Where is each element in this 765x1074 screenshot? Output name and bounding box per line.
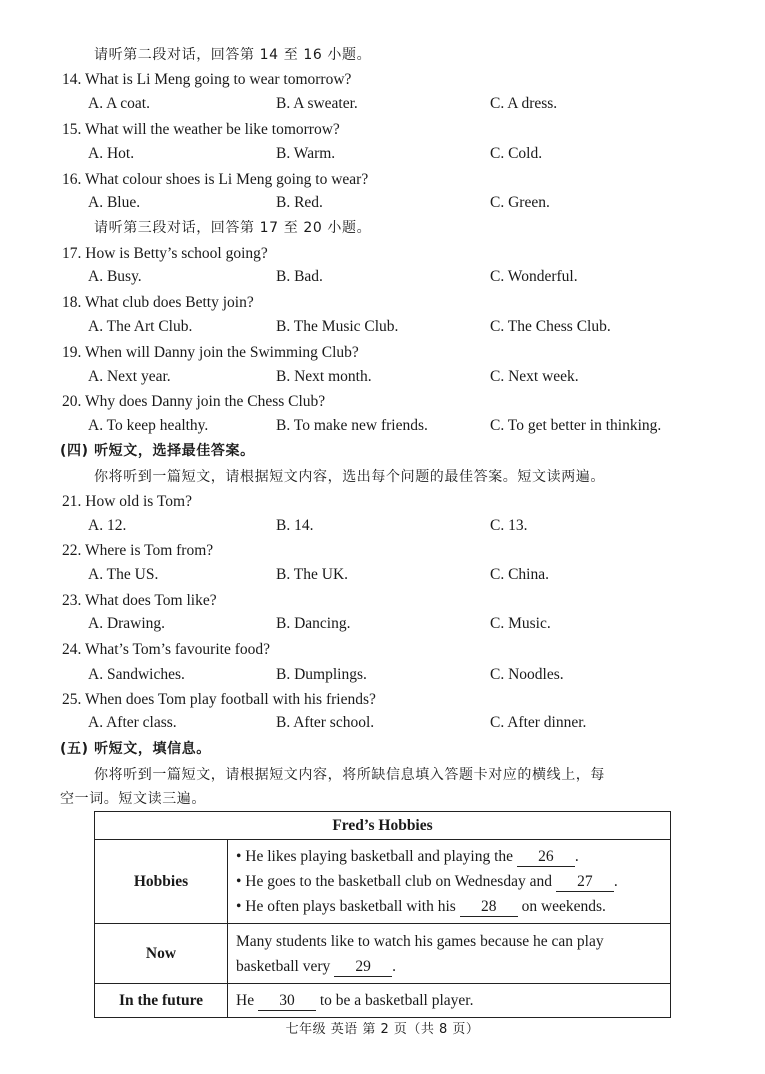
- option-19-a: A. Next year.: [88, 368, 171, 385]
- option-23-b: B. Dancing.: [276, 615, 351, 632]
- question-22: 22. Where is Tom from?: [62, 542, 214, 559]
- section4-heading: (四) 听短文，选择最佳答案。: [60, 443, 255, 459]
- option-22-b: B. The UK.: [276, 566, 349, 583]
- section5-heading: (五) 听短文，填信息。: [60, 741, 211, 757]
- option-20-b: B. To make new friends.: [276, 417, 428, 434]
- blank-29: 29: [334, 958, 392, 977]
- option-22-a: A. The US.: [88, 566, 159, 583]
- row-label-future: In the future: [95, 984, 228, 1018]
- blank-27: 27: [556, 873, 614, 892]
- option-17-b: B. Bad.: [276, 268, 323, 285]
- question-15: 15. What will the weather be like tomorrow?: [62, 121, 340, 138]
- question-20: 20. Why does Danny join the Chess Club?: [62, 393, 326, 410]
- question-17: 17. How is Betty’s school going?: [62, 245, 268, 262]
- option-16-b: B. Red.: [276, 194, 323, 211]
- blank-28: 28: [460, 898, 518, 917]
- option-24-a: A. Sandwiches.: [88, 666, 185, 683]
- option-19-c: C. Next week.: [490, 368, 579, 385]
- option-25-c: C. After dinner.: [490, 714, 587, 731]
- row-label-now: Now: [95, 924, 228, 984]
- blank-26: 26: [517, 848, 575, 867]
- option-22-c: C. China.: [490, 566, 549, 583]
- option-15-c: C. Cold.: [490, 145, 543, 162]
- option-24-c: C. Noodles.: [490, 666, 564, 683]
- option-21-a: A. 12.: [88, 517, 127, 534]
- option-21-b: B. 14.: [276, 517, 314, 534]
- now-line2-text: basketball very: [236, 957, 331, 975]
- freds-hobbies-table: [94, 811, 671, 1018]
- option-16-c: C. Green.: [490, 194, 550, 211]
- option-20-c: C. To get better in thinking.: [490, 417, 662, 434]
- option-17-a: A. Busy.: [88, 268, 142, 285]
- now-cell: [228, 924, 671, 984]
- option-25-a: A. After class.: [88, 714, 177, 731]
- hobbies-cell: [228, 840, 671, 924]
- table-title: Fred’s Hobbies: [95, 812, 671, 840]
- future-text-start: He: [236, 992, 255, 1009]
- row-label-hobbies: Hobbies: [95, 840, 228, 924]
- option-23-c: C. Music.: [490, 615, 551, 632]
- option-14-b: B. A sweater.: [276, 95, 358, 112]
- question-24: 24. What’s Tom’s favourite food?: [62, 641, 270, 658]
- option-20-a: A. To keep healthy.: [88, 417, 209, 434]
- now-line2-end: .: [392, 957, 397, 975]
- future-text-end: to be a basketball player.: [319, 992, 474, 1009]
- hobbies-line2-end: .: [613, 873, 618, 890]
- hobbies-line3-end: on weekends.: [521, 898, 606, 915]
- question-23: 23. What does Tom like?: [62, 592, 217, 609]
- option-23-a: A. Drawing.: [88, 615, 166, 632]
- option-14-c: C. A dress.: [490, 95, 558, 112]
- question-16: 16. What colour shoes is Li Meng going to wear?: [62, 171, 369, 188]
- blank-30: 30: [258, 992, 316, 1011]
- section4-instruction: 你将听到一篇短文，请根据短文内容，选出每个问题的最佳答案。短文读两遍。: [94, 469, 605, 485]
- option-21-c: C. 13.: [490, 517, 528, 534]
- option-14-a: A. A coat.: [88, 95, 150, 112]
- option-17-c: C. Wonderful.: [490, 268, 578, 285]
- part2-instruction: 请听第二段对话，回答第 14 至 16 小题。: [94, 47, 372, 63]
- page-footer: 七年级 英语 第 2 页（共 8 页）: [285, 1022, 480, 1037]
- now-line1: Many students like to watch his games because he can play: [236, 932, 604, 950]
- hobbies-line2-text: • He goes to the basketball club on Wednesday and: [236, 873, 552, 890]
- question-14: 14. What is Li Meng going to wear tomorrow?: [62, 71, 352, 88]
- option-16-a: A. Blue.: [88, 194, 141, 211]
- option-19-b: B. Next month.: [276, 368, 372, 385]
- option-18-a: A. The Art Club.: [88, 318, 193, 335]
- hobbies-line3-text: • He often plays basketball with his: [236, 898, 456, 915]
- question-18: 18. What club does Betty join?: [62, 294, 254, 311]
- part3-instruction: 请听第三段对话，回答第 17 至 20 小题。: [94, 220, 372, 236]
- option-15-a: A. Hot.: [88, 145, 135, 162]
- option-25-b: B. After school.: [276, 714, 375, 731]
- option-18-b: B. The Music Club.: [276, 318, 399, 335]
- section5-instruction-line2: 空一词。短文读三遍。: [60, 791, 206, 807]
- question-21: 21. How old is Tom?: [62, 493, 192, 510]
- section5-instruction-line1: 你将听到一篇短文，请根据短文内容，将所缺信息填入答题卡对应的横线上，每: [94, 767, 605, 783]
- question-25: 25. When does Tom play football with his friends?: [62, 691, 376, 708]
- option-24-b: B. Dumplings.: [276, 666, 367, 683]
- option-15-b: B. Warm.: [276, 145, 336, 162]
- option-18-c: C. The Chess Club.: [490, 318, 611, 335]
- hobbies-line1-text: • He likes playing basketball and playing the: [236, 848, 514, 865]
- hobbies-line1-end: .: [574, 848, 579, 865]
- future-cell: [228, 984, 671, 1018]
- question-19: 19. When will Danny join the Swimming Club?: [62, 344, 359, 361]
